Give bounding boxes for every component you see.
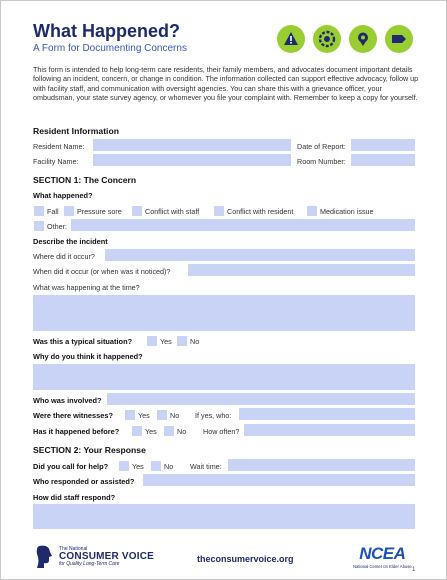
fall-option-label: Fall [47,207,59,216]
ncea-subtext: National Center on Elder Abuse [353,564,412,569]
gear-cycle-icon [313,25,341,53]
date-of-report-label: Date of Report: [297,142,346,151]
witnesses-no-checkbox[interactable] [157,410,167,420]
website-link[interactable]: theconsumervoice.org [197,554,294,564]
ncea-logo [353,544,412,569]
before-yes-label: Yes [145,427,157,436]
section1-heading: SECTION 1: The Concern [33,175,137,185]
wait-time-field[interactable] [228,459,415,471]
before-yes-checkbox[interactable] [132,426,142,436]
why-field[interactable] [33,364,415,390]
room-number-field[interactable] [351,154,415,166]
call-help-label: Did you call for help? [33,462,109,471]
witnesses-who-field[interactable] [239,408,415,420]
date-of-report-field[interactable] [351,139,415,151]
call-help-no-checkbox[interactable] [151,461,161,471]
fall-checkbox[interactable] [34,206,44,216]
resident-info-heading: Resident Information [33,126,119,136]
what-was-happening-label: What was happening at the time? [33,283,140,292]
staff-respond-field[interactable] [33,504,415,529]
resident-name-label: Resident Name: [33,142,85,151]
other-checkbox[interactable] [34,221,44,231]
witnesses-no-label: No [170,411,180,420]
conflict-resident-checkbox[interactable] [214,206,224,216]
when-field[interactable] [188,264,415,276]
page-number: 1 [412,567,416,573]
pressure-sore-option-label: Pressure sore [77,207,122,216]
what-happened-label: What happened? [33,191,93,200]
medication-issue-checkbox[interactable] [307,206,317,216]
facility-name-label: Facility Name: [33,157,79,166]
typical-yes-checkbox[interactable] [147,336,157,346]
ncea-text: NCEA [359,544,406,563]
before-no-label: No [177,427,187,436]
cv-big-text: CONSUMER VOICE [59,551,155,562]
typical-no-checkbox[interactable] [177,336,187,346]
typical-no-label: No [190,337,200,346]
who-responded-field[interactable] [143,474,415,486]
other-option-label: Other: [47,222,67,231]
cv-small-text: The National [59,546,88,552]
describe-incident-label: Describe the incident [33,237,108,246]
call-help-yes-checkbox[interactable] [119,461,129,471]
wait-time-label: Wait time: [190,462,222,471]
when-label: When did it occur (or when was it noticed)? [33,267,171,276]
page-title: What Happened? [33,21,180,41]
medication-issue-option-label: Medication issue [320,207,374,216]
how-often-field[interactable] [244,424,415,436]
what-was-happening-field[interactable] [33,295,415,331]
witnesses-label: Were there witnesses? [33,411,113,420]
typical-yes-label: Yes [160,337,172,346]
section2-heading: SECTION 2: Your Response [33,445,146,455]
map-pin-icon [349,25,377,53]
where-field[interactable] [105,249,415,261]
witnesses-yes-checkbox[interactable] [125,410,135,420]
conflict-resident-option-label: Conflict with resident [227,207,294,216]
how-often-label: How often? [203,427,240,436]
facility-name-field[interactable] [93,154,291,166]
happened-before-label: Has it happened before? [33,427,120,436]
typical-situation-label: Was this a typical situation? [33,337,133,346]
cv-tagline: for Quality Long-Term Care [59,561,120,567]
call-help-yes-label: Yes [132,462,144,471]
consumer-voice-logo [35,544,154,570]
conflict-staff-option-label: Conflict with staff [145,207,200,216]
intro-paragraph: This form is intended to help long-term care residents, their family members, and advocates document important details following an incident, concern, or change in condition. The information collected can support effective advocacy, follow up with facility staff, and communication with oversight agencies. You can share this with a grievance officer, your ombudsman, your state survey agency, or whomever you file your complaint with. Remember to keep a copy for yourself. [33,65,419,102]
other-field[interactable] [71,219,415,231]
where-label: Where did it occur? [33,252,95,261]
resident-name-field[interactable] [93,139,291,151]
call-help-no-label: No [164,462,174,471]
before-no-checkbox[interactable] [164,426,174,436]
header-icons [277,25,413,53]
pressure-sore-checkbox[interactable] [64,206,74,216]
who-involved-label: Who was involved? [33,396,102,405]
arrow-sign-icon [385,25,413,53]
who-involved-field[interactable] [107,393,415,405]
who-responded-label: Who responded or assisted? [33,477,135,486]
conflict-staff-checkbox[interactable] [132,206,142,216]
why-label: Why do you think it happened? [33,352,143,361]
page-subtitle: A Form for Documenting Concerns [33,43,187,54]
consumer-voice-profile-icon [35,544,55,570]
warning-icon [277,25,305,53]
witnesses-yes-label: Yes [138,411,150,420]
staff-respond-label: How did staff respond? [33,493,116,502]
room-number-label: Room Number: [297,157,346,166]
if-yes-who-label: If yes, who: [195,411,232,420]
